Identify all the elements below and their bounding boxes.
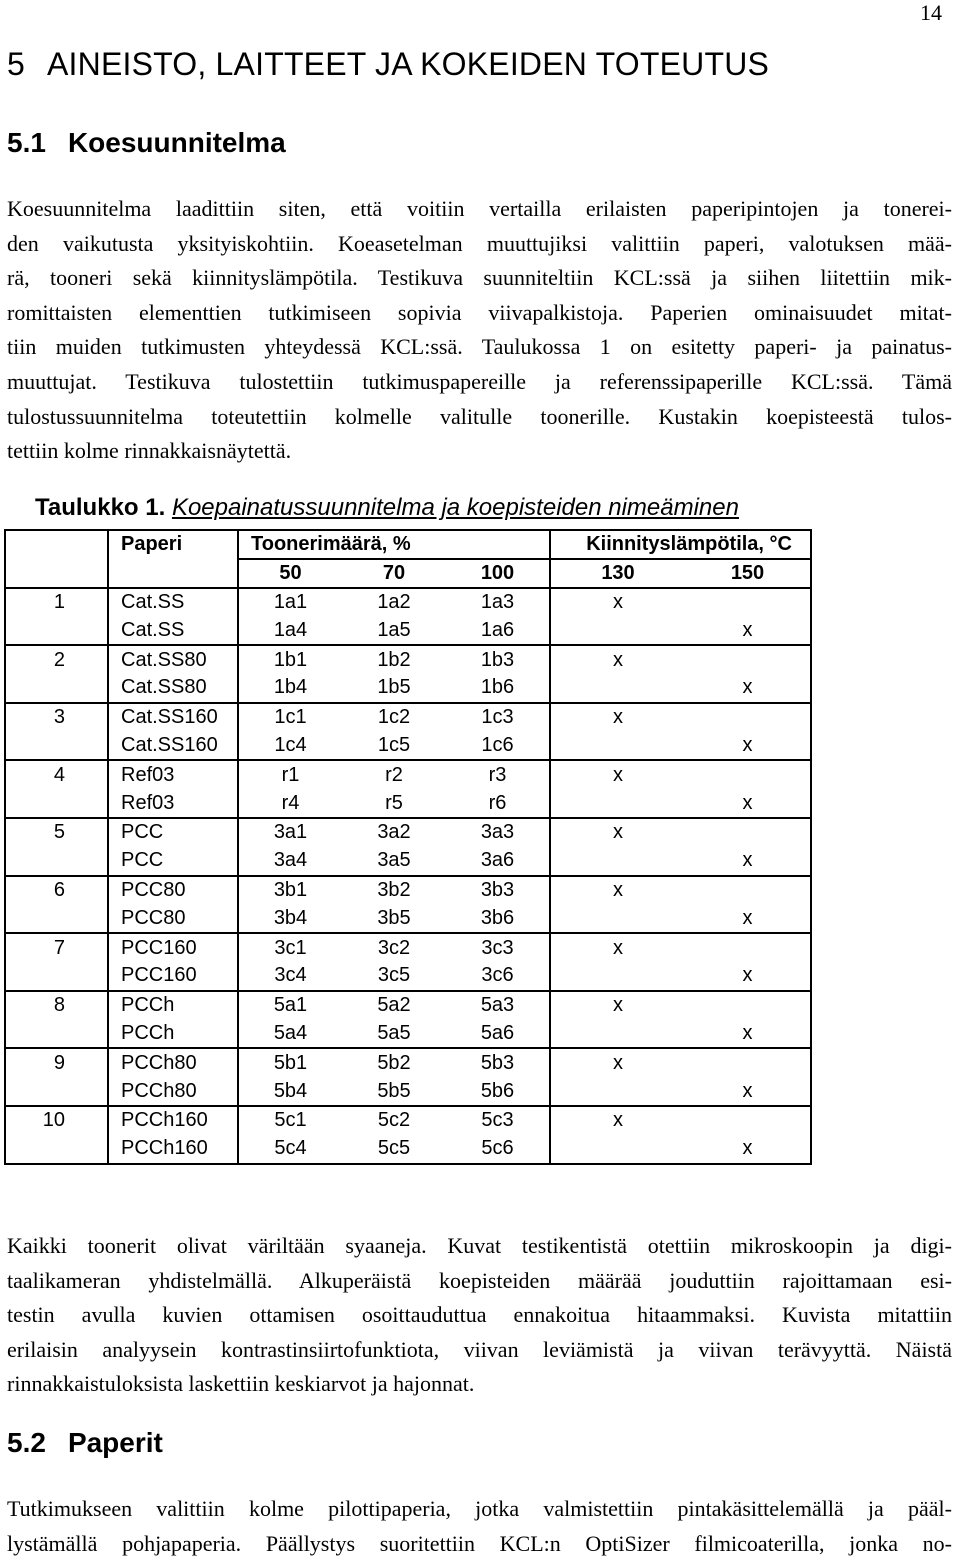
temp-130-mark bbox=[550, 616, 685, 645]
paragraph-line: Koesuunnitelma laadittiin siten, että voitiin vertailla erilaisten paperipintojen ja tonerei- bbox=[7, 196, 952, 221]
sample-id-cell: r2 bbox=[342, 760, 446, 789]
section-title: Koesuunnitelma bbox=[67, 127, 286, 158]
table-row bbox=[5, 645, 811, 674]
table-row bbox=[5, 962, 811, 991]
row-number-cell: 1 bbox=[5, 588, 108, 617]
sample-id-cell: 5a1 bbox=[238, 991, 342, 1020]
sample-id-cell: 1b3 bbox=[446, 645, 550, 674]
row-number-cell bbox=[5, 962, 108, 991]
paper-cell: PCC160 bbox=[108, 933, 238, 962]
temp-150-mark bbox=[685, 588, 811, 617]
sample-id-cell: 3b5 bbox=[377, 906, 411, 929]
paper-cell: Cat.SS bbox=[108, 588, 238, 617]
temp-150-mark: x bbox=[685, 847, 811, 876]
sample-id-cell: 5c6 bbox=[446, 1135, 550, 1164]
paragraph-line: den vaikutusta yksityiskohtiin. Koeasetelman muuttujiksi valittiin paperi, valotuksen mää- bbox=[7, 230, 952, 256]
sample-id-cell: 5b4 bbox=[273, 1079, 308, 1102]
after-table-paragraph bbox=[7, 1229, 952, 1402]
temp-150-mark: x bbox=[685, 904, 811, 933]
sample-id-cell: 5c5 bbox=[342, 1135, 446, 1164]
section-title: Paperit bbox=[67, 1427, 163, 1458]
paper-cell: Ref03 bbox=[108, 760, 238, 789]
temp-130-mark: x bbox=[550, 760, 685, 789]
sample-id-cell: 3a6 bbox=[446, 847, 550, 876]
paper-cell: Cat.SS80 bbox=[108, 674, 238, 703]
sample-id-cell: r4 bbox=[281, 791, 300, 814]
sample-id-cell: 3b2 bbox=[342, 876, 446, 905]
sample-id-cell: 3c1 bbox=[238, 933, 342, 962]
temp-130-mark bbox=[550, 847, 685, 876]
paragraph-line: Kaikki toonerit olivat väriltään syaaneja. Kuvat testikentistä otettiin mikroskoopin ja digi- bbox=[7, 1233, 952, 1258]
row-number-cell: 3 bbox=[5, 703, 108, 732]
row-number-cell: 8 bbox=[5, 991, 108, 1020]
section-heading-5-2 bbox=[7, 1427, 163, 1459]
row-number-cell bbox=[5, 789, 108, 818]
row-number-cell: 7 bbox=[5, 933, 108, 962]
temp-150-mark bbox=[685, 876, 811, 905]
paragraph-line: lystämällä pohjapaperia. Päällystys suoritettiin KCL:n OptiSizer filmicoaterilla, jonka no- bbox=[7, 1530, 952, 1556]
sample-id-cell: 3a1 bbox=[238, 818, 342, 847]
paragraph-line: rinnakkaistuloksista laskettiin keskiarvot ja hajonnat. bbox=[7, 1371, 475, 1397]
paper-cell: PCCh80 bbox=[108, 1048, 238, 1077]
temp-150-mark bbox=[685, 991, 811, 1020]
paragraph-line: tulostussuunnitelma toteutettiin kolmelle valitulle toonerille. Kustakin koepisteestä tulos- bbox=[7, 403, 952, 429]
table-caption-label: Taulukko 1. bbox=[35, 494, 166, 521]
section-number: 5.2 bbox=[7, 1427, 46, 1458]
temp-130-mark: x bbox=[550, 876, 685, 905]
header-paper: Paperi bbox=[108, 530, 238, 559]
row-number-cell bbox=[5, 616, 108, 645]
chapter-title: AINEISTO, LAITTEET JA KOKEIDEN TOTEUTUS bbox=[47, 46, 770, 82]
sample-id-cell: 3a5 bbox=[377, 849, 411, 872]
sample-id-cell: 1c2 bbox=[342, 703, 446, 732]
row-number-cell: 9 bbox=[5, 1048, 108, 1077]
temp-130-mark bbox=[550, 962, 685, 991]
paper-cell: PCC bbox=[108, 818, 238, 847]
sample-id-cell: 3c3 bbox=[446, 933, 550, 962]
sample-id-cell: 3a3 bbox=[446, 818, 550, 847]
paper-cell: PCCh80 bbox=[108, 1077, 238, 1106]
temp-130-mark: x bbox=[550, 588, 685, 617]
sample-id-cell: 1a3 bbox=[446, 588, 550, 617]
sample-id-cell: 1b6 bbox=[446, 674, 550, 703]
header-temperature: Kiinnityslämpötila, °C bbox=[550, 530, 811, 559]
sample-id-cell: 3a2 bbox=[342, 818, 446, 847]
sample-id-cell: 1a4 bbox=[273, 618, 308, 641]
table-row bbox=[5, 674, 811, 703]
table-row bbox=[5, 1048, 811, 1077]
chapter-number: 5 bbox=[7, 46, 25, 82]
sample-id-cell: r5 bbox=[385, 791, 403, 814]
paragraph-line: erilaisin analyysein kontrastinsiirtofunktiota, viivan leviämistä ja viivan terävyyttä. Näistä bbox=[7, 1336, 952, 1362]
toner-level-header: 70 bbox=[342, 559, 446, 588]
paper-cell: PCCh160 bbox=[108, 1106, 238, 1135]
sample-id-cell: 3b4 bbox=[273, 906, 308, 929]
paragraph-line: rä, tooneri sekä kiinnityslämpötila. Testikuva suunniteltiin KCL:ssä ja siihen liitettiin mik- bbox=[7, 265, 952, 291]
table-row bbox=[5, 991, 811, 1020]
temp-150-mark: x bbox=[685, 1135, 811, 1164]
section1-paragraph bbox=[7, 192, 952, 469]
sample-id-cell: 3b6 bbox=[446, 904, 550, 933]
row-number-cell: 6 bbox=[5, 876, 108, 905]
temp-150-mark bbox=[685, 703, 811, 732]
row-number-cell bbox=[5, 674, 108, 703]
sample-id-cell: 5a6 bbox=[446, 1020, 550, 1049]
temp-130-mark bbox=[550, 1135, 685, 1164]
paper-cell: PCCh160 bbox=[108, 1135, 238, 1164]
paper-cell: Cat.SS160 bbox=[108, 703, 238, 732]
sample-id-cell: 1a6 bbox=[446, 616, 550, 645]
temp-150-mark bbox=[685, 760, 811, 789]
paper-cell: PCCh bbox=[108, 1020, 238, 1049]
temp-150-mark: x bbox=[685, 1020, 811, 1049]
sample-id-cell: 1c6 bbox=[446, 732, 550, 761]
table-row bbox=[5, 876, 811, 905]
sample-id-cell: 1b1 bbox=[238, 645, 342, 674]
subheader-blank-cell bbox=[108, 559, 238, 588]
sample-id-cell: 1b5 bbox=[377, 676, 411, 699]
sample-id-cell: 3c6 bbox=[446, 962, 550, 991]
table-row bbox=[5, 818, 811, 847]
paragraph-line: tiin muiden tutkimusten yhteydessä KCL:ssä. Taulukossa 1 on esitetty paperi- ja painatus- bbox=[7, 334, 952, 360]
sample-id-cell: 5b5 bbox=[377, 1079, 411, 1102]
table-row bbox=[5, 588, 811, 617]
row-number-cell bbox=[5, 1020, 108, 1049]
temp-150-mark: x bbox=[685, 789, 811, 818]
temp-130-mark: x bbox=[550, 991, 685, 1020]
table-row bbox=[5, 1020, 811, 1049]
temp-150-mark: x bbox=[685, 616, 811, 645]
sample-id-cell: 5c4 bbox=[238, 1135, 342, 1164]
subheader-blank-cell bbox=[5, 559, 108, 588]
table-row bbox=[5, 703, 811, 732]
sample-id-cell: 5b3 bbox=[446, 1048, 550, 1077]
sample-id-cell: 5b2 bbox=[342, 1048, 446, 1077]
temp-130-mark: x bbox=[550, 933, 685, 962]
paragraph-line: testin avulla kuvien ottamisen osoittauduttua ennakoitua hitaammaksi. Kuvista mitattiin bbox=[7, 1302, 952, 1328]
paper-cell: Ref03 bbox=[108, 789, 238, 818]
sample-id-cell: 5c3 bbox=[446, 1106, 550, 1135]
table-row bbox=[5, 1135, 811, 1164]
sample-id-cell: r6 bbox=[446, 789, 550, 818]
sample-id-cell: 1a5 bbox=[377, 618, 411, 641]
temp-150-mark: x bbox=[685, 962, 811, 991]
sample-id-cell: 5a2 bbox=[342, 991, 446, 1020]
section-heading-5-1 bbox=[7, 127, 286, 159]
table-header-row bbox=[5, 530, 811, 559]
paper-cell: Cat.SS bbox=[108, 616, 238, 645]
paragraph-line: tettiin kolme rinnakkaisnäytettä. bbox=[7, 438, 292, 464]
sample-id-cell: 3b3 bbox=[446, 876, 550, 905]
table-row bbox=[5, 1077, 811, 1106]
table-row bbox=[5, 760, 811, 789]
sample-id-cell: 1a1 bbox=[238, 588, 342, 617]
sample-id-cell: 1b2 bbox=[342, 645, 446, 674]
paragraph-line: romittaisten elementtien tutkimiseen sopivia viivapalkistoja. Paperien ominaisuudet mitat- bbox=[7, 299, 952, 325]
sample-id-cell: 3c5 bbox=[377, 964, 411, 987]
sample-id-cell: 5a5 bbox=[377, 1021, 411, 1044]
temp-130-mark bbox=[550, 1077, 685, 1106]
section-number: 5.1 bbox=[7, 127, 46, 158]
row-number-cell: 4 bbox=[5, 760, 108, 789]
row-number-cell bbox=[5, 732, 108, 761]
table-row bbox=[5, 847, 811, 876]
sample-id-cell: 5b1 bbox=[238, 1048, 342, 1077]
paper-cell: Cat.SS160 bbox=[108, 732, 238, 761]
section2-paragraph bbox=[7, 1492, 952, 1561]
sample-id-cell: 1c4 bbox=[274, 733, 307, 756]
sample-id-cell: 3c2 bbox=[342, 933, 446, 962]
sample-id-cell: 1a2 bbox=[342, 588, 446, 617]
row-number-cell: 10 bbox=[5, 1106, 108, 1135]
sample-id-cell: 5b6 bbox=[446, 1077, 550, 1106]
temp-150-mark bbox=[685, 645, 811, 674]
table-row bbox=[5, 732, 811, 761]
temp-150-mark bbox=[685, 1106, 811, 1135]
temp-130-mark: x bbox=[550, 645, 685, 674]
header-blank-cell bbox=[5, 530, 108, 559]
temp-150-mark: x bbox=[685, 1077, 811, 1106]
temp-150-mark: x bbox=[685, 732, 811, 761]
table-caption bbox=[35, 494, 739, 522]
sample-id-cell: 3b1 bbox=[238, 876, 342, 905]
temp-130-mark bbox=[550, 904, 685, 933]
temp-130-mark bbox=[550, 674, 685, 703]
temperature-header: 150 bbox=[685, 559, 811, 588]
paragraph-line: Tutkimukseen valittiin kolme pilottipaperia, jotka valmistettiin pintakäsittelemällä ja pääl- bbox=[7, 1496, 952, 1521]
row-number-cell: 2 bbox=[5, 645, 108, 674]
temp-150-mark bbox=[685, 818, 811, 847]
paragraph-line: taalikameran yhdistelmällä. Alkuperäistä koepisteiden määrää jouduttiin rajoittamaan esi- bbox=[7, 1267, 952, 1293]
sample-id-cell: 3a4 bbox=[273, 849, 308, 872]
table-row bbox=[5, 933, 811, 962]
sample-id-cell: 5a3 bbox=[446, 991, 550, 1020]
chapter-heading bbox=[7, 46, 769, 83]
sample-id-cell: 5a4 bbox=[273, 1021, 308, 1044]
temp-150-mark bbox=[685, 1048, 811, 1077]
row-number-cell bbox=[5, 904, 108, 933]
paper-cell: PCC80 bbox=[108, 876, 238, 905]
table-row bbox=[5, 1106, 811, 1135]
sample-id-cell: r3 bbox=[446, 760, 550, 789]
table-row bbox=[5, 789, 811, 818]
sample-id-cell: 5c1 bbox=[238, 1106, 342, 1135]
temp-130-mark bbox=[550, 732, 685, 761]
temp-130-mark bbox=[550, 1020, 685, 1049]
row-number-cell bbox=[5, 847, 108, 876]
paper-cell: PCCh bbox=[108, 991, 238, 1020]
table-caption-title: Koepainatussuunnitelma ja koepisteiden nimeäminen bbox=[171, 494, 739, 521]
temp-150-mark: x bbox=[685, 674, 811, 703]
temp-130-mark: x bbox=[550, 1106, 685, 1135]
row-number-cell bbox=[5, 1077, 108, 1106]
sample-id-cell: 1c5 bbox=[377, 733, 411, 756]
sample-id-cell: 5c2 bbox=[342, 1106, 446, 1135]
page-number: 14 bbox=[920, 0, 942, 25]
paper-cell: PCC160 bbox=[108, 962, 238, 991]
toner-level-header: 50 bbox=[238, 559, 342, 588]
sample-id-cell: 3c4 bbox=[274, 964, 307, 987]
toner-level-header: 100 bbox=[446, 559, 550, 588]
temp-130-mark: x bbox=[550, 1048, 685, 1077]
temp-130-mark: x bbox=[550, 703, 685, 732]
header-toner: Toonerimäärä, % bbox=[238, 530, 550, 559]
paper-cell: PCC bbox=[108, 847, 238, 876]
paper-cell: PCC80 bbox=[108, 904, 238, 933]
row-number-cell: 5 bbox=[5, 818, 108, 847]
sample-id-cell: r1 bbox=[238, 760, 342, 789]
sample-id-cell: 1c1 bbox=[238, 703, 342, 732]
row-number-cell bbox=[5, 1135, 108, 1164]
paragraph-line: muuttujat. Testikuva tulostettiin tutkimuspapereille ja referenssipaperille KCL:ssä. Tämä bbox=[7, 368, 952, 394]
sample-id-cell: 1b4 bbox=[273, 676, 308, 699]
temp-130-mark bbox=[550, 789, 685, 818]
experiment-table bbox=[4, 529, 812, 1165]
table-row bbox=[5, 904, 811, 933]
temp-130-mark: x bbox=[550, 818, 685, 847]
temperature-header: 130 bbox=[550, 559, 685, 588]
paper-cell: Cat.SS80 bbox=[108, 645, 238, 674]
table-subheader-row bbox=[5, 559, 811, 588]
sample-id-cell: 1c3 bbox=[446, 703, 550, 732]
temp-150-mark bbox=[685, 933, 811, 962]
table-row bbox=[5, 616, 811, 645]
